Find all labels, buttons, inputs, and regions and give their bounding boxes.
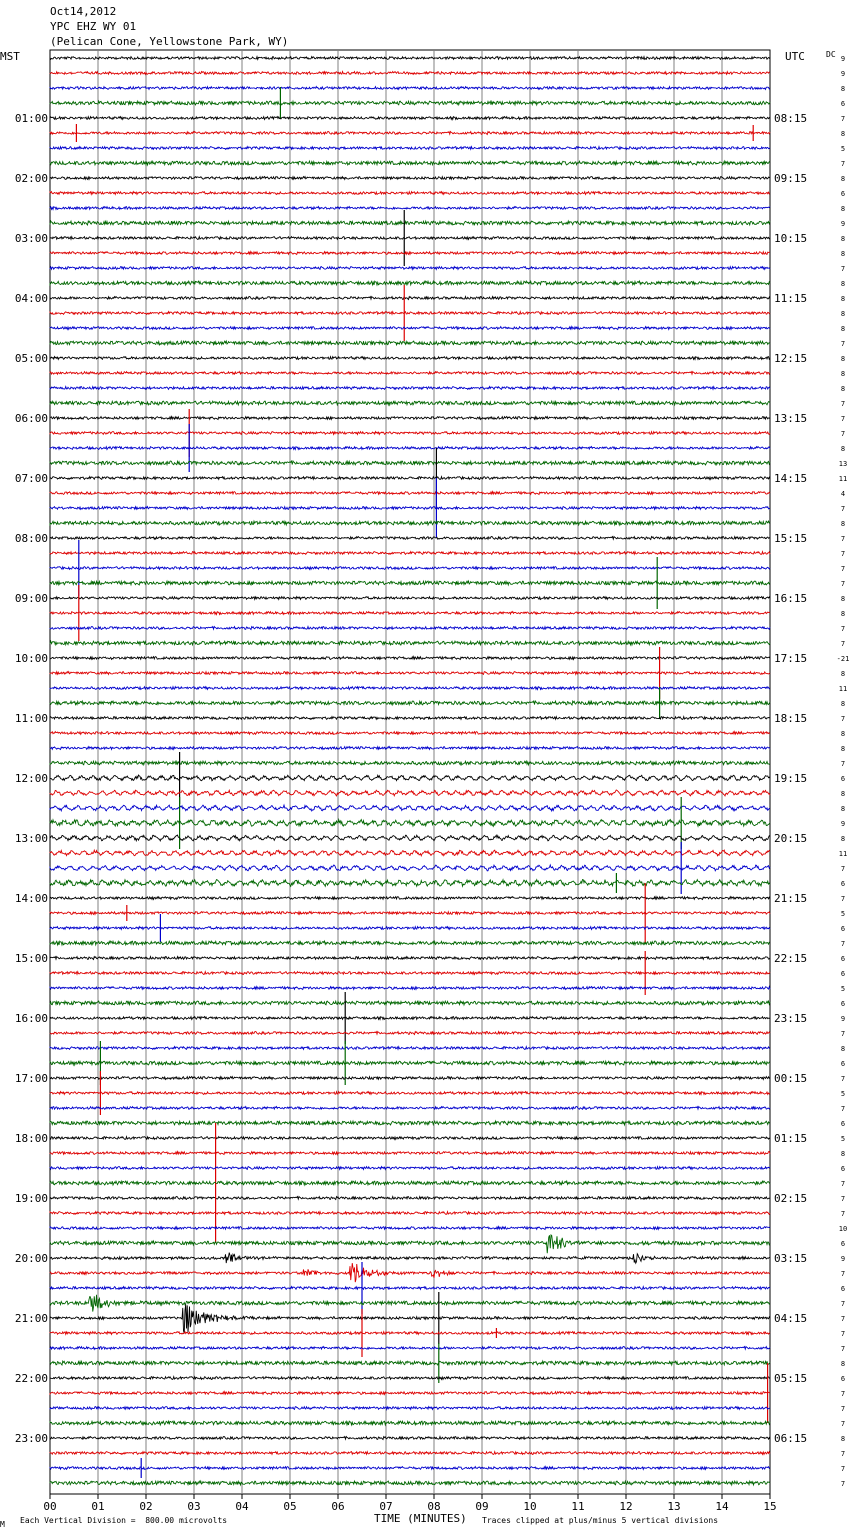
x-tick-label: 04 (235, 1500, 249, 1513)
right-timezone-label: UTC (785, 50, 805, 63)
trace-line (50, 1287, 770, 1290)
dc-offset-value: 7 (840, 565, 846, 573)
mst-hour-label: 14:00 (14, 892, 48, 905)
dc-offset-value: 8 (840, 355, 846, 363)
mst-hour-label: 08:00 (14, 532, 48, 545)
trace-line (50, 612, 770, 615)
mst-hour-label: 18:00 (14, 1132, 48, 1145)
trace-line (50, 790, 770, 796)
trace-line (50, 1295, 770, 1312)
dc-offset-value: 7 (840, 430, 846, 438)
trace-line (50, 820, 770, 827)
dc-offset-value: 7 (840, 265, 846, 273)
utc-hour-label: 16:15 (774, 592, 808, 605)
trace-line (50, 1061, 770, 1065)
utc-hour-label: 10:15 (774, 232, 808, 245)
dc-offset-value: 7 (840, 1480, 846, 1488)
trace-line (50, 57, 770, 60)
dc-offset-value: 7 (840, 1105, 846, 1113)
dc-offset-value: 11 (838, 850, 848, 858)
mst-hour-label: 12:00 (14, 772, 48, 785)
trace-line (50, 1152, 770, 1155)
trace-line (50, 552, 770, 555)
trace-line (50, 101, 770, 105)
vertical-division-note: Each Vertical Division = 800.00 microvolts (20, 1516, 228, 1525)
trace-line (50, 537, 770, 540)
x-tick-label: 14 (715, 1500, 729, 1513)
trace-line (50, 432, 770, 435)
dc-offset-value: 7 (840, 1210, 846, 1218)
dc-offset-value: 8 (840, 805, 846, 813)
trace-line (50, 1332, 770, 1335)
utc-hour-label: 04:15 (774, 1312, 808, 1325)
trace-line (50, 567, 770, 570)
trace-line (50, 87, 770, 90)
mst-hour-label: 03:00 (14, 232, 48, 245)
dc-offset-value: 5 (840, 985, 846, 993)
mst-hour-label: 21:00 (14, 1312, 48, 1325)
dc-offset-value: 7 (840, 505, 846, 513)
dc-offset-value: 9 (840, 1015, 846, 1023)
trace-line (50, 972, 770, 975)
utc-hour-label: 17:15 (774, 652, 808, 665)
x-tick-label: 05 (283, 1500, 297, 1513)
station-location: (Pelican Cone, Yellowstone Park, WY) (50, 35, 289, 48)
dc-offset-value: 7 (840, 1390, 846, 1398)
dc-offset-value: 5 (840, 1135, 846, 1143)
trace-line (50, 987, 770, 990)
record-date: Oct14,2012 (50, 5, 117, 18)
dc-offset-value: 7 (840, 1420, 846, 1428)
mst-hour-label: 15:00 (14, 952, 48, 965)
left-timezone-label: MST (0, 50, 20, 63)
dc-offset-value: 6 (840, 1240, 846, 1248)
dc-offset-value: 9 (840, 820, 846, 828)
dc-offset-value: 7 (840, 895, 846, 903)
dc-offset-value: 8 (840, 1045, 846, 1053)
dc-offset-value: 7 (840, 415, 846, 423)
utc-hour-label: 21:15 (774, 892, 808, 905)
clip-note: Traces clipped at plus/minus 5 vertical divisions (482, 1516, 719, 1525)
dc-offset-value: 6 (840, 1060, 846, 1068)
dc-offset-value: 7 (840, 625, 846, 633)
dc-offset-value: 8 (840, 445, 846, 453)
dc-offset-value: 7 (840, 1180, 846, 1188)
dc-offset-value: 7 (840, 1270, 846, 1278)
dc-offset-value: 8 (840, 835, 846, 843)
mst-hour-label: 22:00 (14, 1372, 48, 1385)
trace-line (50, 850, 770, 856)
dc-offset-value: 8 (840, 250, 846, 258)
dc-offset-value: 6 (840, 775, 846, 783)
dc-offset-value: 6 (840, 1165, 846, 1173)
dc-offset-value: 7 (840, 1450, 846, 1458)
dc-offset-value: 6 (840, 100, 846, 108)
dc-offset-value: 7 (840, 865, 846, 873)
dc-offset-value: 7 (840, 1030, 846, 1038)
utc-hour-label: 12:15 (774, 352, 808, 365)
dc-offset-value: 8 (840, 280, 846, 288)
trace-line (50, 1407, 770, 1410)
dc-offset-value: 6 (840, 925, 846, 933)
dc-offset-value: 9 (840, 1255, 846, 1263)
utc-hour-label: 03:15 (774, 1252, 808, 1265)
dc-offset-value: 8 (840, 595, 846, 603)
mst-hour-label: 02:00 (14, 172, 48, 185)
dc-offset-value: 6 (840, 970, 846, 978)
x-axis-title: TIME (MINUTES) (374, 1512, 467, 1525)
trace-line (50, 657, 770, 660)
trace-line (50, 1197, 770, 1200)
x-tick-label: 13 (667, 1500, 681, 1513)
dc-offset-value: 8 (840, 610, 846, 618)
dc-offset-value: 7 (840, 1330, 846, 1338)
trace-line (50, 805, 770, 811)
trace-line (50, 672, 770, 675)
trace-line (50, 221, 770, 225)
trace-line (50, 117, 770, 120)
dc-offset-value: 6 (840, 880, 846, 888)
trace-line (50, 1235, 770, 1253)
dc-offset-value: 13 (838, 460, 848, 468)
utc-hour-label: 08:15 (774, 112, 808, 125)
dc-offset-value: 7 (840, 1315, 846, 1323)
dc-offset-value: 7 (840, 160, 846, 168)
utc-hour-label: 22:15 (774, 952, 808, 965)
utc-hour-label: 00:15 (774, 1072, 808, 1085)
dc-offset-value: 8 (840, 235, 846, 243)
trace-line (50, 1077, 770, 1080)
utc-hour-label: 18:15 (774, 712, 808, 725)
trace-line (50, 207, 770, 210)
dc-offset-value: 8 (840, 700, 846, 708)
trace-line (50, 941, 770, 945)
dc-offset-value: 8 (840, 1150, 846, 1158)
dc-offset-value: 7 (840, 640, 846, 648)
trace-line (50, 147, 770, 150)
mst-hour-label: 19:00 (14, 1192, 48, 1205)
trace-line (50, 357, 770, 360)
trace-line (50, 897, 770, 900)
trace-line (50, 1181, 770, 1185)
dc-offset-value: 6 (840, 1375, 846, 1383)
x-tick-label: 12 (619, 1500, 633, 1513)
x-tick-label: 00 (43, 1500, 57, 1513)
dc-offset-value: 7 (840, 340, 846, 348)
trace-line (50, 461, 770, 465)
dc-offset-value: 8 (840, 205, 846, 213)
dc-offset-value: 6 (840, 190, 846, 198)
trace-line (50, 1392, 770, 1395)
trace-line (50, 447, 770, 450)
trace-line (50, 627, 770, 630)
dc-offset-value: 7 (840, 1075, 846, 1083)
mst-hour-label: 23:00 (14, 1432, 48, 1445)
x-tick-label: 02 (139, 1500, 153, 1513)
trace-line (50, 1304, 770, 1333)
dc-offset-value: 6 (840, 1000, 846, 1008)
dc-offset-value: 8 (840, 85, 846, 93)
trace-line (50, 1167, 770, 1170)
trace-line (50, 1017, 770, 1020)
mst-hour-label: 11:00 (14, 712, 48, 725)
dc-offset-value: 11 (838, 685, 848, 693)
x-tick-label: 09 (475, 1500, 489, 1513)
dc-offset-value: 7 (840, 940, 846, 948)
dc-offset-value: 8 (840, 670, 846, 678)
dc-offset-value: 9 (840, 220, 846, 228)
dc-offset-value: 8 (840, 790, 846, 798)
dc-offset-value: 8 (840, 295, 846, 303)
trace-line (50, 880, 770, 887)
dc-offset-value: 7 (840, 535, 846, 543)
dc-offset-value: 7 (840, 1345, 846, 1353)
utc-hour-label: 19:15 (774, 772, 808, 785)
dc-offset-value: 4 (840, 490, 846, 498)
trace-line (50, 581, 770, 585)
trace-line (50, 281, 770, 285)
utc-hour-label: 05:15 (774, 1372, 808, 1385)
utc-hour-label: 09:15 (774, 172, 808, 185)
trace-line (50, 327, 770, 330)
trace-line (50, 865, 770, 871)
dc-offset-value: 7 (840, 580, 846, 588)
x-tick-label: 03 (187, 1500, 201, 1513)
trace-line (50, 297, 770, 300)
dc-offset-value: 8 (840, 310, 846, 318)
trace-line (50, 1452, 770, 1455)
utc-hour-label: 11:15 (774, 292, 808, 305)
dc-offset-value: 7 (840, 1195, 846, 1203)
dc-offset-value: -21 (836, 655, 850, 663)
dc-offset-value: 8 (840, 1360, 846, 1368)
trace-line (50, 1263, 770, 1282)
trace-line (50, 775, 770, 781)
trace-line (50, 401, 770, 405)
trace-line (50, 1467, 770, 1470)
trace-line (50, 387, 770, 390)
dc-offset-value: 8 (840, 1435, 846, 1443)
trace-line (50, 1137, 770, 1140)
dc-offset-value: 7 (840, 760, 846, 768)
trace-line (50, 72, 770, 75)
x-tick-label: 15 (763, 1500, 777, 1513)
trace-line (50, 417, 770, 420)
plot-frame (50, 50, 770, 1494)
utc-hour-label: 20:15 (774, 832, 808, 845)
x-tick-label: 01 (91, 1500, 105, 1513)
dc-offset-value: 8 (840, 175, 846, 183)
trace-line (50, 1421, 770, 1425)
mst-hour-label: 09:00 (14, 592, 48, 605)
dc-offset-value: 5 (840, 145, 846, 153)
utc-hour-label: 23:15 (774, 1012, 808, 1025)
dc-offset-title: DC (826, 50, 836, 59)
trace-line (50, 132, 770, 135)
trace-line (50, 1121, 770, 1125)
dc-offset-value: 7 (840, 1405, 846, 1413)
trace-line (50, 1092, 770, 1095)
dc-offset-value: 6 (840, 1285, 846, 1293)
dc-offset-value: 7 (840, 550, 846, 558)
trace-line (50, 732, 770, 735)
mst-hour-label: 05:00 (14, 352, 48, 365)
dc-offset-value: 8 (840, 370, 846, 378)
dc-offset-value: 7 (840, 1465, 846, 1473)
dc-offset-value: 7 (840, 715, 846, 723)
trace-line (50, 912, 770, 915)
mst-hour-label: 20:00 (14, 1252, 48, 1265)
trace-line (50, 1227, 770, 1230)
mst-hour-label: 10:00 (14, 652, 48, 665)
dc-offset-value: 6 (840, 1120, 846, 1128)
utc-hour-label: 02:15 (774, 1192, 808, 1205)
trace-line (50, 237, 770, 240)
mst-hour-label: 04:00 (14, 292, 48, 305)
mst-hour-label: 17:00 (14, 1072, 48, 1085)
trace-line (50, 1361, 770, 1365)
dc-offset-value: 8 (840, 325, 846, 333)
trace-line (50, 717, 770, 720)
x-tick-label: 06 (331, 1500, 345, 1513)
dc-offset-value: 7 (840, 1300, 846, 1308)
corner-mark: M (0, 1520, 5, 1529)
dc-offset-value: 5 (840, 910, 846, 918)
trace-line (50, 1032, 770, 1035)
mst-hour-label: 07:00 (14, 472, 48, 485)
trace-line (50, 641, 770, 645)
trace-line (50, 1347, 770, 1350)
x-tick-label: 07 (379, 1500, 393, 1513)
trace-line (50, 192, 770, 195)
trace-line (50, 507, 770, 510)
trace-line (50, 761, 770, 765)
x-tick-label: 10 (523, 1500, 537, 1513)
trace-line (50, 177, 770, 180)
x-tick-label: 11 (571, 1500, 585, 1513)
trace-line (50, 1437, 770, 1440)
dc-offset-value: 9 (840, 70, 846, 78)
dc-offset-value: 9 (840, 55, 846, 63)
mst-hour-label: 13:00 (14, 832, 48, 845)
mst-hour-label: 06:00 (14, 412, 48, 425)
trace-line (50, 161, 770, 165)
trace-line (50, 341, 770, 345)
utc-hour-label: 06:15 (774, 1432, 808, 1445)
dc-offset-value: 7 (840, 115, 846, 123)
trace-line (50, 1047, 770, 1050)
trace-line (50, 252, 770, 255)
dc-offset-value: 11 (838, 475, 848, 483)
trace-line (50, 597, 770, 600)
dc-offset-value: 8 (840, 745, 846, 753)
trace-line (50, 927, 770, 930)
dc-offset-value: 6 (840, 955, 846, 963)
dc-offset-value: 7 (840, 400, 846, 408)
trace-line (50, 372, 770, 375)
dc-offset-value: 8 (840, 730, 846, 738)
trace-line (50, 267, 770, 270)
utc-hour-label: 13:15 (774, 412, 808, 425)
utc-hour-label: 15:15 (774, 532, 808, 545)
trace-line (50, 1001, 770, 1005)
utc-hour-label: 14:15 (774, 472, 808, 485)
mst-hour-label: 01:00 (14, 112, 48, 125)
dc-offset-value: 8 (840, 130, 846, 138)
trace-line (50, 687, 770, 690)
trace-line (50, 1107, 770, 1110)
utc-hour-label: 01:15 (774, 1132, 808, 1145)
mst-hour-label: 16:00 (14, 1012, 48, 1025)
dc-offset-value: 8 (840, 520, 846, 528)
x-tick-label: 08 (427, 1500, 441, 1513)
trace-line (50, 747, 770, 750)
dc-offset-value: 5 (840, 1090, 846, 1098)
axis-labels (15, 55, 849, 1513)
station-code: YPC EHZ WY 01 (50, 20, 137, 33)
trace-line (50, 957, 770, 960)
trace-line (50, 492, 770, 495)
trace-line (50, 1377, 770, 1380)
trace-line (50, 1481, 770, 1485)
trace-line (50, 477, 770, 480)
seismic-traces (50, 57, 770, 1485)
dc-offset-value: 8 (840, 385, 846, 393)
trace-line (50, 701, 770, 705)
trace-line (50, 1253, 770, 1264)
trace-line (50, 312, 770, 315)
dc-offset-value: 10 (838, 1225, 848, 1233)
trace-line (50, 1212, 770, 1215)
trace-line (50, 835, 770, 841)
trace-line (50, 521, 770, 525)
